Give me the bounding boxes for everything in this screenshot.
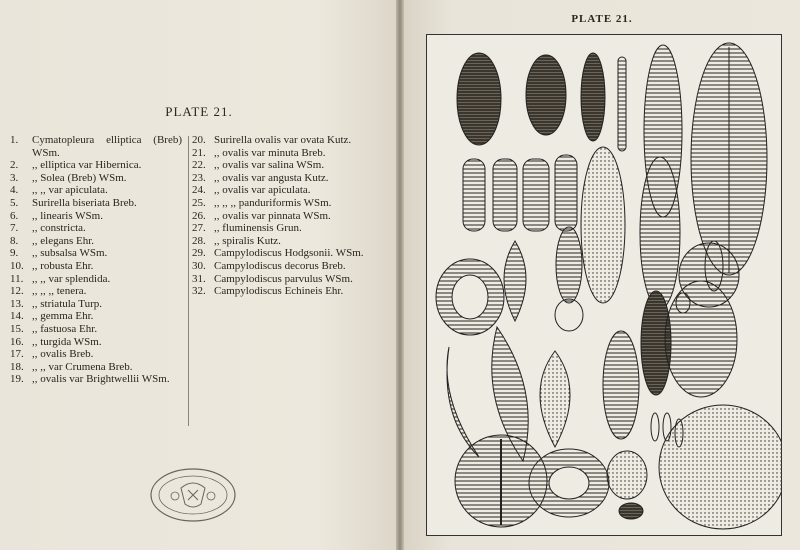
legend-entry-text: ,, ovalis var minuta Breb.	[214, 146, 326, 159]
legend-entry-text: Campylodiscus Echineis Ehr.	[214, 285, 344, 298]
legend-entry-text: ,, fluminensis Grun.	[214, 222, 302, 235]
left-page	[0, 0, 398, 550]
legend-entry-text: ,, turgida WSm.	[32, 335, 102, 348]
legend-entry-text: ,, subsalsa WSm.	[32, 247, 108, 260]
legend-entry	[10, 210, 182, 223]
legend-entry-text: ,, ovalis Breb.	[32, 348, 94, 361]
legend-entry-number: 23.	[192, 171, 206, 184]
legend-entry-number: 31.	[192, 272, 206, 285]
legend-entry-number: 19.	[10, 373, 24, 386]
legend-entry-number: 17.	[10, 348, 24, 361]
legend-entry-number: 28.	[192, 234, 206, 247]
legend-entry-number: 18.	[10, 360, 24, 373]
legend-entry-number: 13.	[10, 297, 24, 310]
legend-entry-number: 16.	[10, 335, 24, 348]
legend-entry-number: 4.	[10, 184, 19, 197]
legend-column-left	[10, 134, 182, 386]
legend-entry-number: 29.	[192, 247, 206, 260]
museum-stamp-icon	[148, 466, 238, 524]
legend-entry-text: ,, elegans Ehr.	[32, 234, 95, 247]
legend-entry-text: ,, ,, ,, tenera.	[32, 285, 87, 298]
legend-entry-number: 2.	[10, 159, 19, 172]
legend-entry	[10, 336, 182, 349]
legend-entry	[10, 323, 182, 336]
legend-entry-text: Surirella ovalis var ovata Kutz.	[214, 134, 352, 146]
legend-entry	[192, 273, 382, 286]
legend-entry	[10, 172, 182, 185]
legend-entry-text: ,, ,, ,, panduriformis WSm.	[214, 196, 332, 209]
legend-entry	[10, 235, 182, 248]
diatom-plate-illustration	[426, 34, 782, 536]
legend-entry-text: Surirella biseriata Breb.	[32, 196, 137, 209]
legend-entry	[192, 172, 382, 185]
legend-entry-number: 26.	[192, 209, 206, 222]
legend-entry	[192, 247, 382, 260]
legend-entry-number: 20.	[192, 134, 206, 146]
legend-entry-number: 15.	[10, 322, 24, 335]
legend-entry-text: ,, ,, var splendida.	[32, 272, 111, 285]
legend-entry-number: 7.	[10, 222, 19, 235]
legend-entry-text: ,, spiralis Kutz.	[214, 234, 281, 247]
legend-entry	[10, 348, 182, 361]
legend-entry-text: ,, ,, var apiculata.	[32, 184, 108, 197]
legend-entry-text: ,, ovalis var pinnata WSm.	[214, 209, 331, 222]
legend-entry-number: 24.	[192, 184, 206, 197]
legend-entry-number: 5.	[10, 196, 19, 209]
legend-entry-number: 3.	[10, 171, 19, 184]
legend-entry-text: ,, ovalis var apiculata.	[214, 184, 311, 197]
legend-entry	[192, 260, 382, 273]
legend-entry-number: 21.	[192, 146, 206, 159]
legend-entry-text: Campylodiscus parvulus WSm.	[214, 272, 353, 285]
legend-entry	[192, 285, 382, 298]
legend-entry-text: Campylodiscus Hodgsonii. WSm.	[214, 247, 364, 260]
legend-entry-text: ,, linearis WSm.	[32, 209, 103, 222]
legend-entry-number: 12.	[10, 285, 24, 298]
legend-entry-text: ,, ovalis var salina WSm.	[214, 159, 325, 172]
legend-entry	[192, 235, 382, 248]
legend-entry	[192, 184, 382, 197]
legend-entry	[10, 159, 182, 172]
legend-entry-number: 6.	[10, 209, 19, 222]
diatom-1	[457, 53, 501, 145]
legend-entry-number: 22.	[192, 159, 206, 172]
plate-heading-left: PLATE 21.	[165, 104, 233, 119]
legend-entry	[192, 197, 382, 210]
legend-entry-text: ,, ,, var Crumena Breb.	[32, 360, 133, 373]
legend-entry	[10, 184, 182, 197]
legend-entry	[192, 210, 382, 223]
legend-entry-text: ,, Solea (Breb) WSm.	[32, 171, 127, 184]
legend-entry-text: ,, ovalis var angusta Kutz.	[214, 171, 329, 184]
plate-heading-right: PLATE 21.	[571, 13, 633, 25]
legend-entry	[192, 222, 382, 235]
legend-entry	[192, 147, 382, 160]
legend-entry	[10, 298, 182, 311]
legend-entry	[192, 134, 382, 147]
legend-entry	[10, 247, 182, 260]
legend-entry-number: 1.	[10, 134, 19, 146]
legend-entry	[10, 361, 182, 374]
legend-entry-number: 10.	[10, 259, 24, 272]
legend-entry-number: 27.	[192, 222, 206, 235]
legend-entry-text: Cymatopleura elliptica (Breb) WSm.	[32, 134, 182, 159]
legend-entry	[10, 273, 182, 286]
legend-entry-number: 32.	[192, 285, 206, 298]
legend-entry-text: ,, constricta.	[32, 222, 86, 235]
legend-entry-text: ,, ovalis var Brightwellii WSm.	[32, 373, 170, 386]
legend-entry-text: ,, fastuosa Ehr.	[32, 322, 98, 335]
book-gutter	[396, 0, 404, 550]
column-divider	[188, 136, 189, 426]
legend-entry	[192, 159, 382, 172]
legend-entry	[10, 310, 182, 323]
legend-entry-text: ,, striatula Turp.	[32, 297, 102, 310]
legend-entry	[10, 222, 182, 235]
legend-entry	[10, 134, 182, 159]
legend-entry-number: 9.	[10, 247, 19, 260]
legend-entry	[10, 373, 182, 386]
legend-entry	[10, 197, 182, 210]
legend-entry-number: 14.	[10, 310, 24, 323]
legend-entry-text: ,, elliptica var Hibernica.	[32, 159, 142, 172]
legend-column-right	[192, 134, 382, 298]
legend-entry-number: 11.	[10, 272, 24, 285]
legend-entry	[10, 260, 182, 273]
legend-entry-number: 25.	[192, 196, 206, 209]
legend-entry-text: Campylodiscus decorus Breb.	[214, 259, 346, 272]
legend-entry-text: ,, gemma Ehr.	[32, 310, 94, 323]
legend-entry-text: ,, robusta Ehr.	[32, 259, 94, 272]
legend-entry-number: 30.	[192, 259, 206, 272]
legend-entry	[10, 285, 182, 298]
legend-entry-number: 8.	[10, 234, 19, 247]
